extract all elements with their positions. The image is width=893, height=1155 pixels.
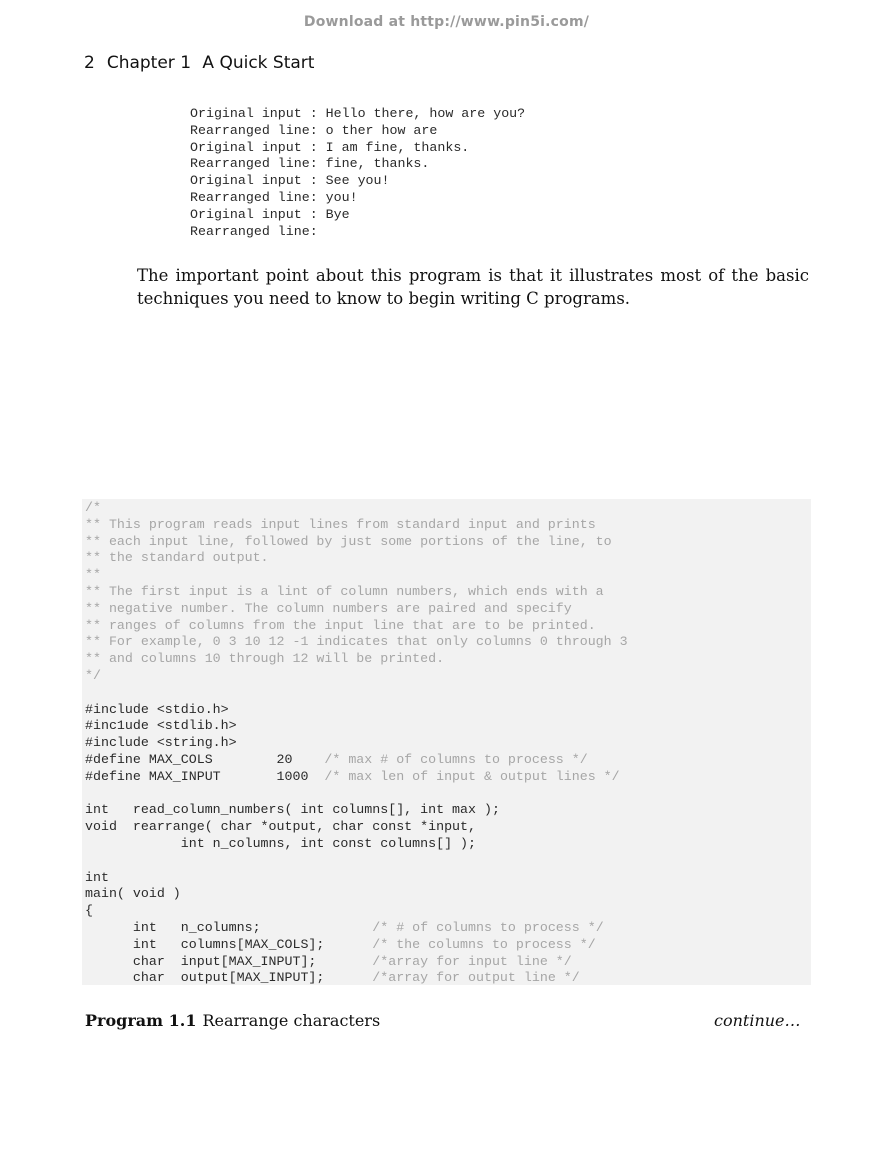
output-line: Rearranged line: o ther how are <box>190 122 438 138</box>
code-comment-line: ** This program reads input lines from standard input and prints <box>85 516 596 532</box>
watermark-url: Download at http://www.pin5i.com/ <box>303 14 590 30</box>
output-line: Rearranged line: <box>190 223 318 239</box>
code-comment-line: ** For example, 0 3 10 12 -1 indicates that only columns 0 through 3 <box>85 634 628 650</box>
code-comment-line: ** <box>85 567 101 583</box>
output-line: Original input : I am fine, thanks. <box>190 139 470 155</box>
running-head <box>84 53 314 73</box>
code-comment-line: ** each input line, followed by just some portions of the line, to <box>85 533 612 549</box>
program-label: Program 1.1 <box>85 1011 197 1030</box>
output-line: Original input : Hello there, how are you? <box>190 106 526 121</box>
code-comment-line: /* <box>85 500 101 515</box>
code-listing <box>82 499 811 985</box>
code-include-line: #inc1ude <stdlib.h> <box>85 718 237 734</box>
program-title: Rearrange characters <box>202 1011 381 1030</box>
continue-note: continue… <box>714 1011 801 1030</box>
output-line: Original input : Bye <box>190 206 350 222</box>
code-define-line: #define MAX_INPUT 1000 /* max len of input & output lines */ <box>85 768 620 784</box>
code-prototype-line: int n_columns, int const columns[] ); <box>85 835 476 851</box>
code-declaration-line: int n_columns; /* # of columns to process */ <box>85 919 604 935</box>
code-include-line: #include <stdio.h> <box>85 701 229 717</box>
chapter-label: Chapter 1 <box>106 53 192 73</box>
code-declaration-line: char input[MAX_INPUT]; /*array for input line */ <box>85 953 572 969</box>
code-listing-text <box>82 499 811 985</box>
code-comment-line: ** the standard output. <box>85 550 269 566</box>
output-line: Rearranged line: fine, thanks. <box>190 156 430 172</box>
code-declaration-line: int columns[MAX_COLS]; /* the columns to process */ <box>85 936 596 952</box>
page-number: 2 <box>84 53 95 73</box>
output-line: Rearranged line: you! <box>190 189 358 205</box>
code-comment-line: ** negative number. The column numbers are paired and specify <box>85 600 572 616</box>
code-prototype-line: int read_column_numbers( int columns[], int max ); <box>85 802 500 818</box>
body-paragraph: The important point about this program is that it illustrates most of the basic techniques you need to know to begin writing C programs. <box>137 266 809 308</box>
code-declaration-line: char output[MAX_INPUT]; /*array for output line */ <box>85 970 580 985</box>
code-main-line: main( void ) <box>85 886 181 902</box>
code-comment-line: ** and columns 10 through 12 will be printed. <box>85 651 445 667</box>
sample-output-text <box>190 106 525 240</box>
code-main-line: int <box>85 869 109 885</box>
program-caption <box>85 1011 380 1030</box>
chapter-title: A Quick Start <box>202 53 315 73</box>
code-comment-line: ** The first input is a lint of column numbers, which ends with a <box>85 583 604 599</box>
code-comment-line: ** ranges of columns from the input line that are to be printed. <box>85 617 596 633</box>
output-line: Original input : See you! <box>190 173 390 189</box>
code-define-line: #define MAX_COLS 20 /* max # of columns to process */ <box>85 751 588 767</box>
sample-output <box>190 106 525 240</box>
code-comment-line: */ <box>85 667 101 683</box>
code-prototype-line: void rearrange( char *output, char const *input, <box>85 819 476 835</box>
code-main-line: { <box>85 903 93 919</box>
code-include-line: #include <string.h> <box>85 735 237 751</box>
